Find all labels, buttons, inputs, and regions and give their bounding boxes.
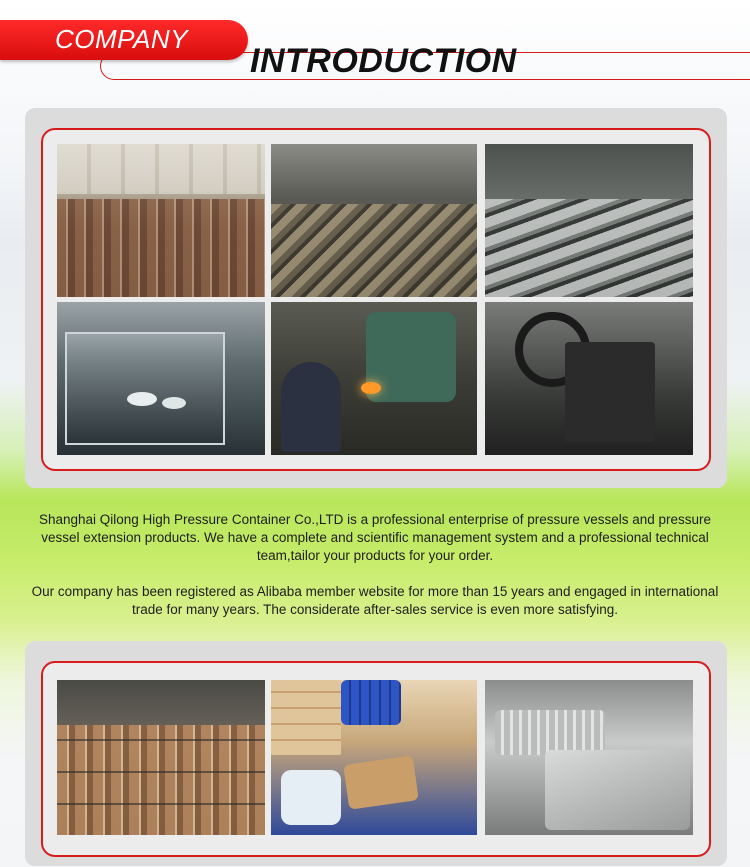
top-photo-frame: [41, 128, 711, 471]
photo-water-tank-test: [57, 302, 265, 455]
photo-boxed-cylinders: [57, 680, 265, 835]
intro-paragraph-1: Shanghai Qilong High Pressure Container Co.,LTD is a professional enterprise of pressure vessels and pressure vessel extension products. We have a complete and scientific management system and a professional technical team,tailor your products for your order.: [38, 512, 712, 563]
top-photo-panel: [25, 108, 727, 488]
photo-warehouse-cylinders: [57, 144, 265, 297]
bottom-photo-frame: [41, 661, 711, 857]
bottom-photo-panel: [25, 641, 727, 866]
company-tab-label: COMPANY: [55, 24, 189, 54]
photo-packaged-cartons: [271, 680, 477, 835]
photo-welding-worker: [271, 302, 477, 455]
intro-paragraph-2: Our company has been registered as Alibaba member website for more than 15 years and engaged in international trade for many years. The considerate after-sales service is even more satisfying.: [31, 584, 719, 617]
photo-cylinder-stacks: [271, 144, 477, 297]
photo-warehouse-floor: [485, 680, 693, 835]
section-title: INTRODUCTION: [250, 42, 517, 80]
photo-factory-racks: [485, 144, 693, 297]
photo-press-machine: [485, 302, 693, 455]
section-header: [0, 0, 750, 95]
